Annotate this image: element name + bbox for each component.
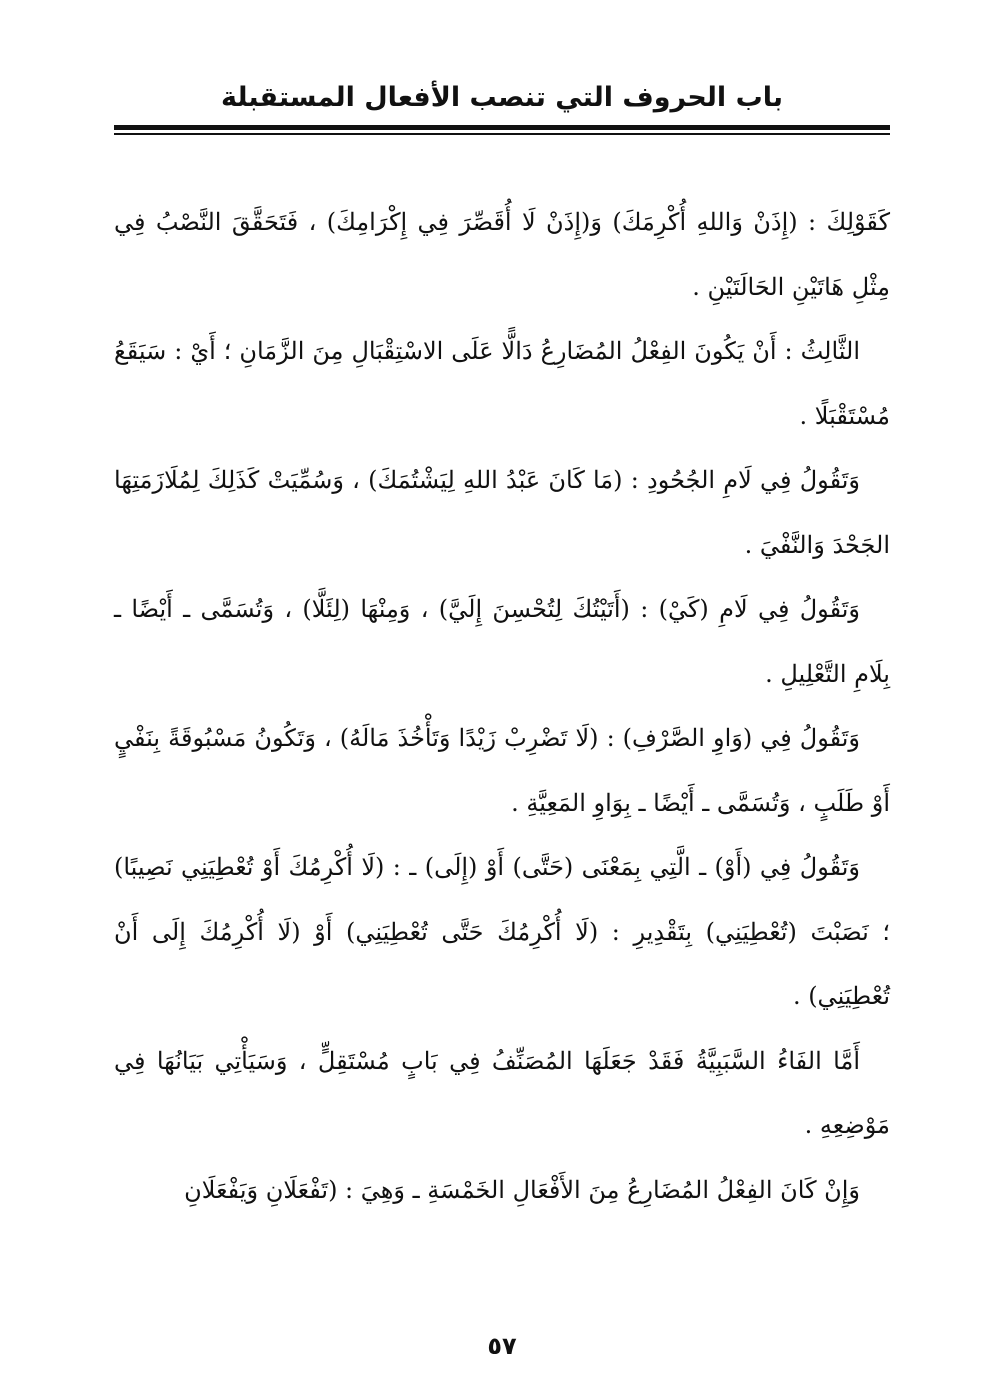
header-rule-thin: [114, 133, 890, 135]
paragraph-fa-sababiyya: أَمَّا الفَاءُ السَّبَبِيَّةُ فَقَدْ جَعَلَهَا المُصَنِّفُ فِي بَابٍ مُسْتَقِلٍّ ، وَسَيَأْتِي بَيَانُهَا فِي مَوْضِعِهِ .: [114, 1046, 890, 1139]
header-rule-thick: [114, 125, 890, 130]
paragraph-third-condition: الثَّالِثُ : أَنْ يَكُونَ الفِعْلُ المُضَارِعُ دَالًّا عَلَى الاسْتِقْبَالِ مِنَ الزَّمَانِ ؛ أَيْ : سَيَقَعُ مُسْتَقْبَلًا .: [114, 337, 890, 430]
running-header-title: باب الحروف التي تنصب الأفعال المستقبلة: [221, 82, 783, 113]
paragraph-continuation: كَقَوْلِكَ : (إِذَنْ وَاللهِ أُكْرِمَكَ) وَ(إِذَنْ لَا أُقَصِّرَ فِي إِكْرَامِكَ) ، فَتَحَقَّقَ النَّصْبُ فِي مِثْلِ هَاتَيْنِ الحَالَتَيْنِ .: [114, 208, 890, 301]
paragraph-waw-as-sarf: وَتَقُولُ فِي (وَاوِ الصَّرْفِ) : (لَا تَضْرِبْ زَيْدًا وَتَأْخُذَ مَالَهُ) ، وَتَكُونُ مَسْبُوقَةً بِنَفْيٍ أَوْ طَلَبٍ ، وَتُسَمَّى ـ أَيْضًا ـ بِوَاوِ المَعِيَّةِ .: [114, 724, 890, 817]
paragraph-aw: وَتَقُولُ فِي (أَوْ) ـ الَّتِي بِمَعْنَى (حَتَّى) أَوْ (إِلَى) ـ : (لَا أُكْرِمُكَ أَوْ تُعْطِيَنِي نَصِيبًا) ؛ نَصَبْتَ (تُعْطِيَنِي) بِتَقْدِيرِ : (لَا أُكْرِمُكَ حَتَّى تُعْطِيَنِي) أَوْ (لَا أُكْرِمُكَ إِلَى أَنْ تُعْطِيَنِي) .: [114, 853, 890, 1010]
paragraph-lam-kay: وَتَقُولُ فِي لَامِ (كَيْ) : (أَتَيْتُكَ لِتُحْسِنَ إِلَيَّ) ، وَمِنْهَا (لِئَلَّا) ، وَتُسَمَّى ـ أَيْضًا ـ بِلَامِ التَّعْلِيلِ .: [114, 595, 890, 688]
body-text: [114, 190, 890, 1222]
page-number: ٥٧: [487, 1332, 517, 1360]
paragraph-five-verbs: وَإِنْ كَانَ الفِعْلُ المُضَارِعُ مِنَ الأَفْعَالِ الخَمْسَةِ ـ وَهِيَ : (تَفْعَلَانِ وَيَفْعَلَانِ: [184, 1175, 860, 1204]
paragraph-lam-al-juhud: وَتَقُولُ فِي لَامِ الجُحُودِ : (مَا كَانَ عَبْدُ اللهِ لِيَشْتُمَكَ) ، وَسُمِّيَتْ كَذَلِكَ لِمُلَازَمَتِهَا الجَحْدَ وَالنَّفْيَ .: [114, 466, 890, 559]
